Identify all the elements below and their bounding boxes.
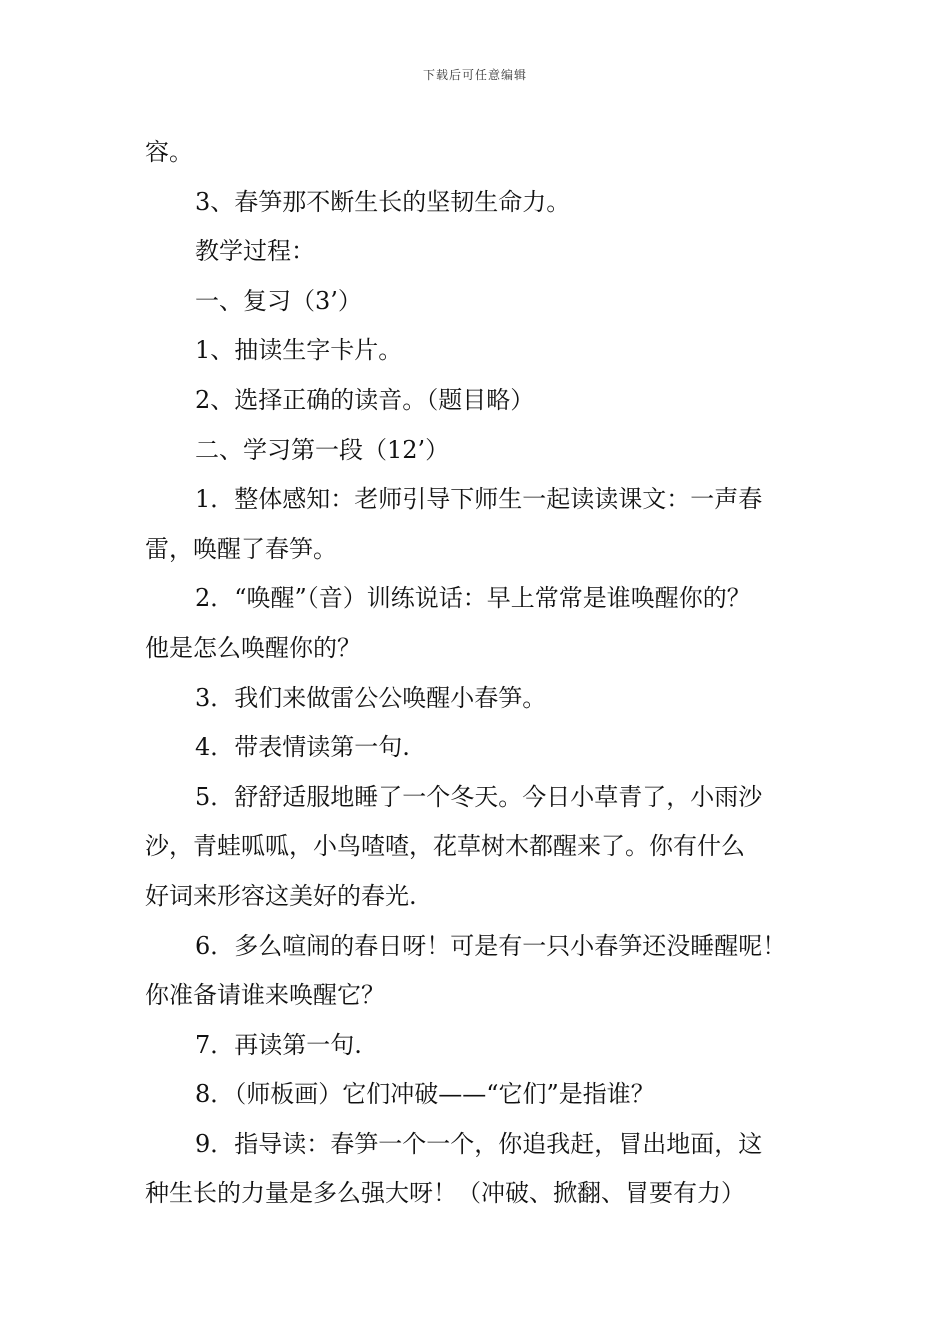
text-line: 8．（师板画）它们冲破——“它们”是指谁？	[195, 1080, 655, 1109]
text-line: 2．“唤醒”（音）训练说话：早上常常是谁唤醒你的？	[195, 584, 751, 613]
text-line: 7．再读第一句.	[195, 1030, 362, 1059]
text-line: 他是怎么唤醒你的？	[145, 633, 361, 662]
text-line: 教学过程：	[195, 237, 315, 266]
page-header: 下载后可任意编辑	[422, 68, 527, 82]
text-line: 你准备请谁来唤醒它？	[145, 981, 385, 1010]
text-line: 1、抽读生字卡片。	[195, 336, 403, 365]
text-line: 二、学习第一段（12’）	[195, 435, 450, 464]
text-line: 种生长的力量是多么强大呀！（冲破、掀翻、冒要有力）	[145, 1179, 745, 1208]
text-line: 一、复习（3’）	[195, 286, 362, 315]
text-line: 9．指导读：春笋一个一个，你追我赶，冒出地面，这	[195, 1129, 763, 1158]
text-line: 1．整体感知：老师引导下师生一起读读课文：一声春	[195, 485, 763, 514]
text-line: 2、选择正确的读音。（题目略）	[195, 385, 535, 414]
text-line: 雷，唤醒了春笋。	[145, 534, 337, 563]
text-line: 3、春笋那不断生长的坚韧生命力。	[195, 187, 571, 216]
text-line: 容。	[145, 138, 193, 166]
text-line: 6．多么喧闹的春日呀！可是有一只小春笋还没睡醒呢！	[195, 931, 787, 960]
document-body	[145, 128, 809, 1219]
text-line: 5．舒舒适服地睡了一个冬天。今日小草青了，小雨沙	[195, 782, 763, 811]
text-line: 4．带表情读第一句.	[195, 733, 410, 762]
text-line: 好词来形容这美好的春光.	[145, 881, 417, 910]
text-line: 3．我们来做雷公公唤醒小春笋。	[195, 683, 547, 712]
text-line: 沙，青蛙呱呱，小鸟喳喳，花草树木都醒来了。你有什么	[145, 832, 745, 861]
